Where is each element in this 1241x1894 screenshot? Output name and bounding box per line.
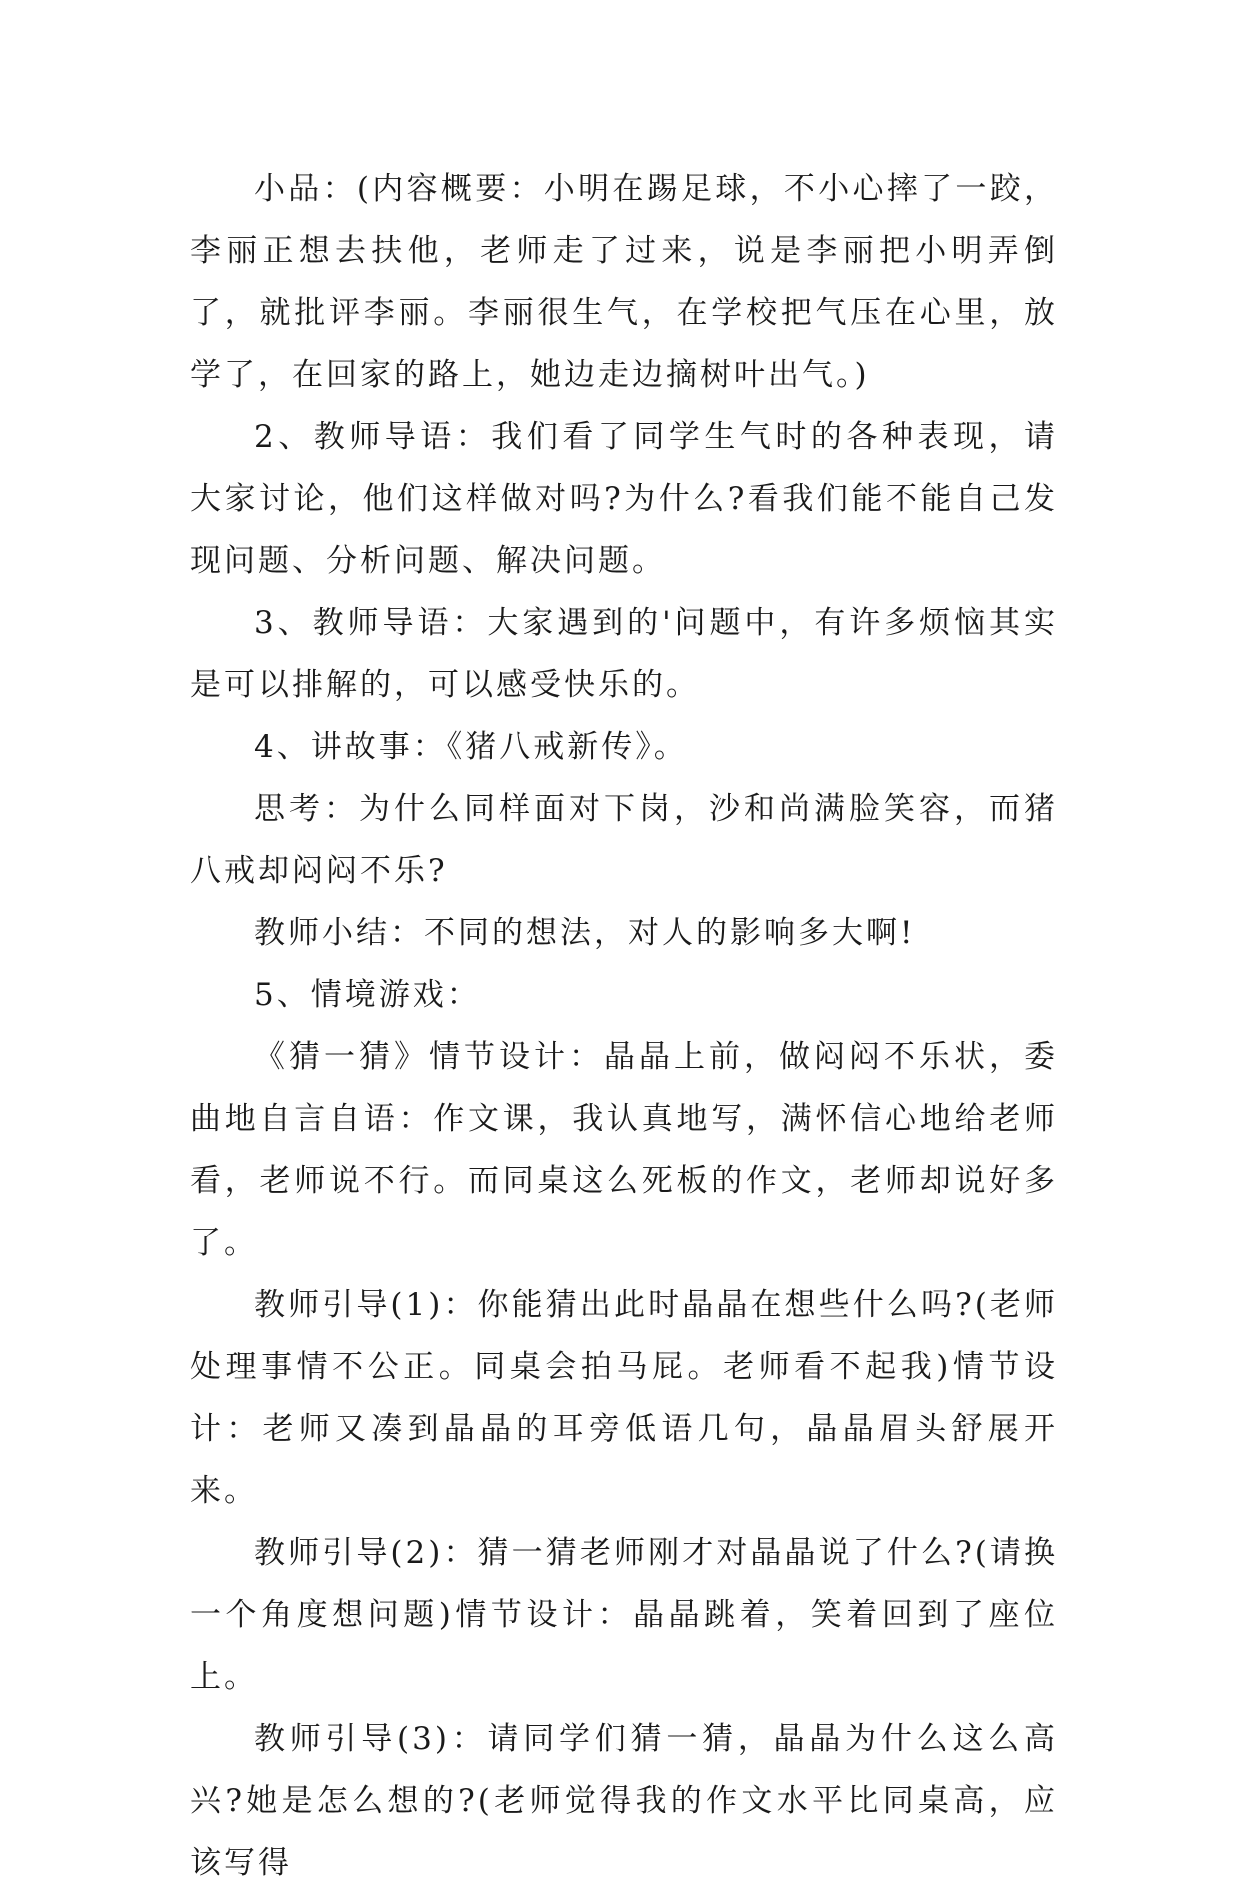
paragraph-step-5: 5、情境游戏： [254,977,481,1013]
paragraph-guide-1: 教师引导(1)：你能猜出此时晶晶在想些什么吗?(老师处理事情不公正。同桌会拍马屁。老师看不起我)情节设计：老师又凑到晶晶的耳旁低语几句，晶晶眉头舒展开来。 [190,1287,1058,1509]
document-page [190,158,1058,1894]
paragraph-summary: 教师小结：不同的想法，对人的影响多大啊! [254,915,916,951]
paragraph-guess-game: 《猜一猜》情节设计：晶晶上前，做闷闷不乐状，委曲地自言自语：作文课，我认真地写，满怀信心地给老师看，老师说不行。而同桌这么死板的作文，老师却说好多了。 [190,1039,1058,1261]
paragraph-skit: 小品：(内容概要：小明在踢足球，不小心摔了一跤，李丽正想去扶他，老师走了过来，说是李丽把小明弄倒了，就批评李丽。李丽很生气，在学校把气压在心里，放学了，在回家的路上，她边走边摘树叶出气。) [190,171,1058,393]
paragraph-thinking: 思考：为什么同样面对下岗，沙和尚满脸笑容，而猪八戒却闷闷不乐? [190,791,1058,889]
paragraph-guide-3: 教师引导(3)：请同学们猜一猜，晶晶为什么这么高兴?她是怎么想的?(老师觉得我的作文水平比同桌高，应该写得 [190,1721,1058,1881]
paragraph-step-2: 2、教师导语：我们看了同学生气时的各种表现，请大家讨论，他们这样做对吗?为什么?看我们能不能自己发现问题、分析问题、解决问题。 [190,419,1058,579]
paragraph-step-3: 3、教师导语：大家遇到的'问题中，有许多烦恼其实是可以排解的，可以感受快乐的。 [190,605,1058,703]
paragraph-guide-2: 教师引导(2)：猜一猜老师刚才对晶晶说了什么?(请换一个角度想问题)情节设计：晶晶跳着，笑着回到了座位上。 [190,1535,1058,1695]
paragraph-step-4: 4、讲故事：《猪八戒新传》。 [254,729,688,765]
